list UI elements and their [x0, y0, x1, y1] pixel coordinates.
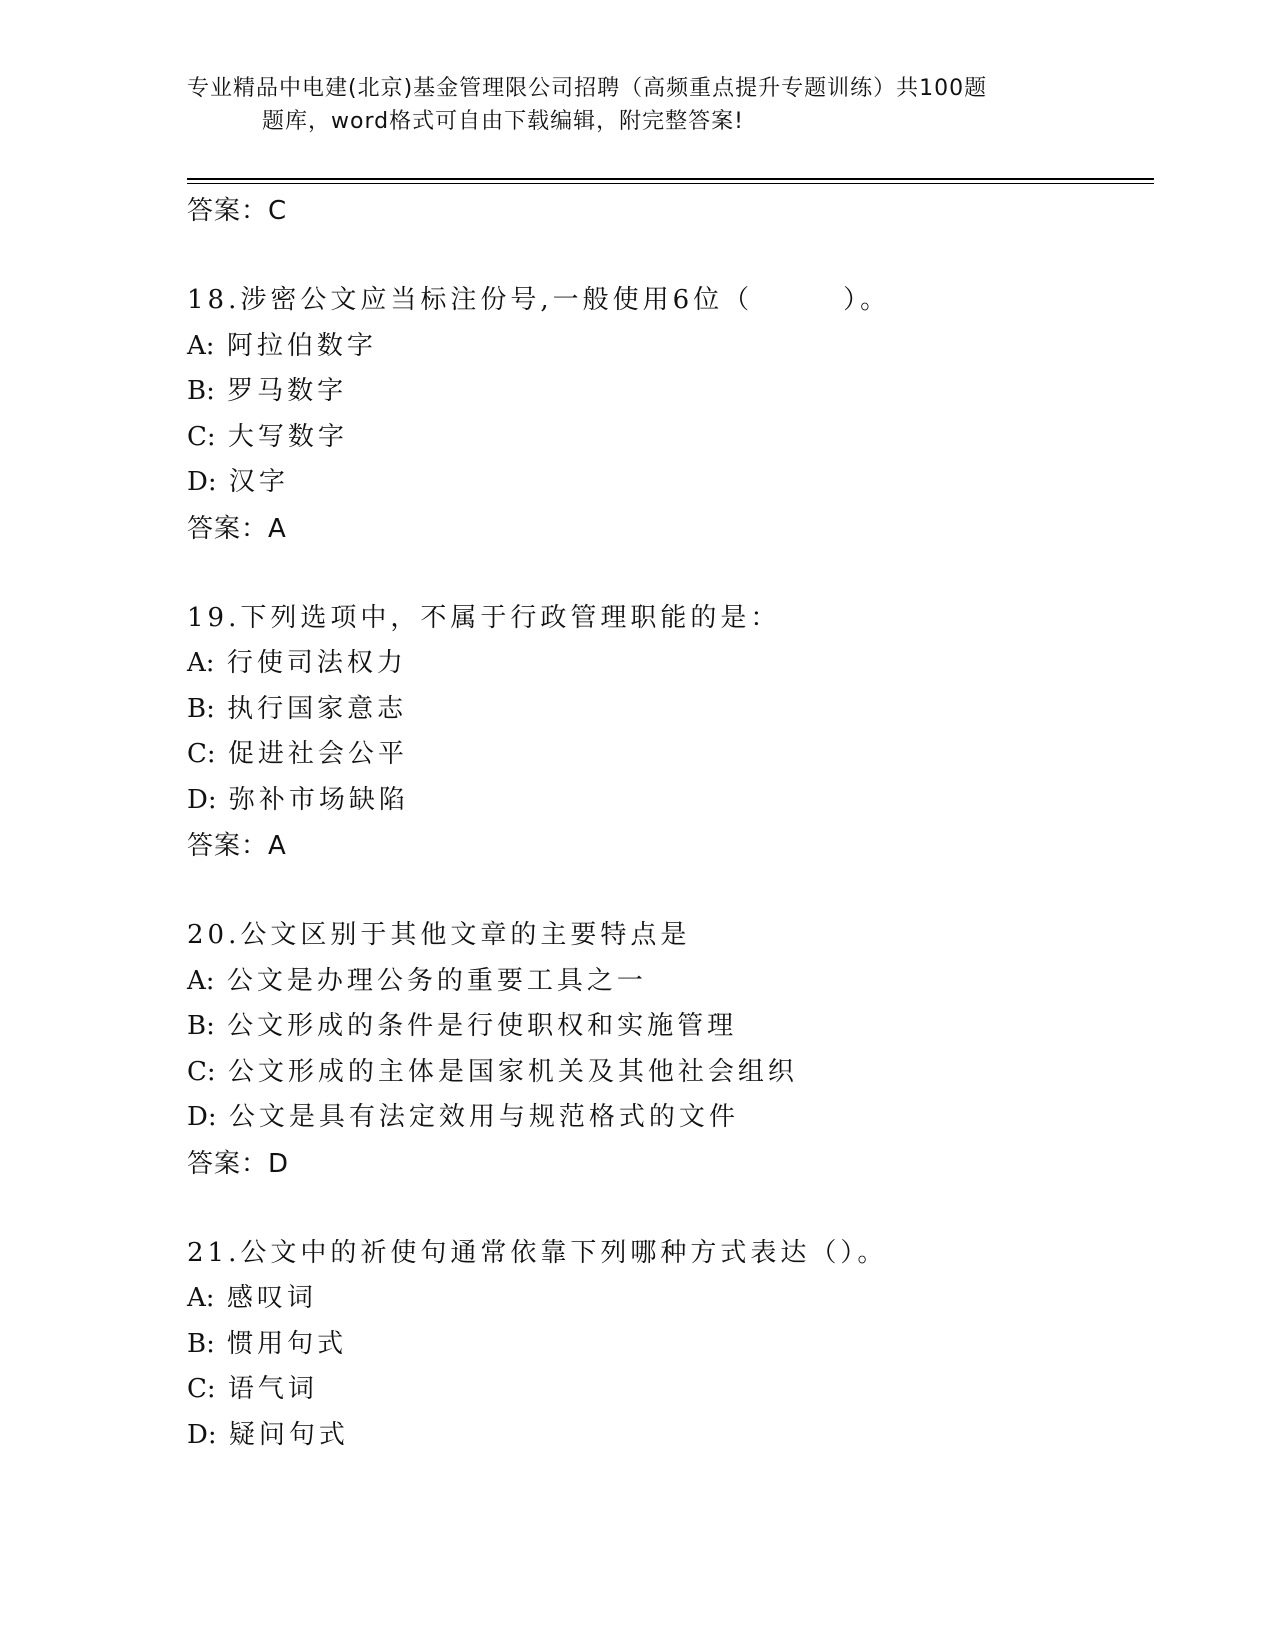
option-item	[187, 460, 1147, 506]
option-key: B:	[187, 1011, 215, 1041]
option-key: B:	[187, 1328, 215, 1359]
option-text: 疑问句式	[228, 1419, 349, 1450]
option-item	[187, 687, 1147, 733]
option-text: 阿拉伯数字	[226, 330, 377, 361]
option-text: 执行国家意志	[227, 693, 408, 724]
option-item	[187, 369, 1147, 415]
option-text: 促进社会公平	[227, 739, 408, 769]
question-text: 19.下列选项中，不属于行政管理职能的是：	[187, 602, 781, 633]
option-key: A:	[187, 330, 215, 361]
option-key: C:	[187, 421, 216, 452]
option-key: C:	[187, 739, 216, 769]
option-item	[187, 1322, 1147, 1368]
option-text: 公文是具有法定效用与规范格式的文件	[228, 1102, 739, 1132]
option-text: 公文形成的主体是国家机关及其他社会组织	[227, 1056, 798, 1087]
question-text: 21.公文中的祈使句通常依靠下列哪种方式表达（）。	[187, 1237, 888, 1268]
option-item	[187, 415, 1147, 461]
option-text: 感叹词	[226, 1283, 317, 1313]
option-key: A:	[187, 648, 215, 678]
answer-line: 答案：A	[187, 831, 287, 861]
answer-line: 答案：A	[187, 513, 287, 544]
header-divider-thin	[187, 183, 1154, 184]
option-text: 罗马数字	[227, 376, 348, 406]
answer-line: 答案：D	[187, 1148, 290, 1179]
option-key: B:	[187, 376, 215, 406]
option-key: D:	[187, 1102, 217, 1132]
question-list	[187, 188, 1147, 1458]
option-item	[187, 1367, 1147, 1413]
option-key: C:	[187, 1056, 216, 1087]
option-text: 汉字	[228, 467, 289, 497]
option-text: 行使司法权力	[226, 648, 407, 678]
question-item	[187, 913, 1147, 1187]
question-item	[187, 596, 1147, 870]
option-item	[187, 324, 1147, 370]
option-text: 公文形成的条件是行使职权和实施管理	[227, 1011, 738, 1041]
document-header	[187, 72, 1067, 138]
question-item	[187, 278, 1147, 552]
question-item	[187, 1231, 1147, 1459]
option-item	[187, 1276, 1147, 1322]
question-text: 20.公文区别于其他文章的主要特点是	[187, 920, 691, 950]
option-item	[187, 778, 1147, 824]
option-key: B:	[187, 693, 215, 724]
option-text: 语气词	[227, 1374, 318, 1404]
header-title-line2: 题库，word格式可自由下载编辑，附完整答案!	[262, 109, 744, 134]
option-item	[187, 959, 1147, 1005]
option-text: 弥补市场缺陷	[228, 784, 409, 815]
header-divider-thick	[187, 178, 1154, 180]
answer-line: 答案：C	[187, 196, 288, 226]
option-key: C:	[187, 1374, 216, 1404]
option-text: 公文是办理公务的重要工具之一	[226, 965, 647, 996]
header-title-line1: 专业精品中电建(北京)基金管理限公司招聘（高频重点提升专题训练）共100题	[187, 76, 988, 101]
option-key: A:	[187, 1283, 215, 1313]
option-key: D:	[187, 1419, 217, 1450]
option-item	[187, 1050, 1147, 1096]
option-item	[187, 1095, 1147, 1141]
option-text: 大写数字	[227, 421, 348, 452]
option-key: D:	[187, 784, 217, 815]
option-item	[187, 1004, 1147, 1050]
option-item	[187, 732, 1147, 778]
question-text: 18.涉密公文应当标注份号,一般使用6位（ ）。	[187, 285, 891, 315]
option-key: D:	[187, 467, 217, 497]
option-text: 惯用句式	[227, 1328, 348, 1359]
option-key: A:	[187, 965, 215, 996]
option-item	[187, 1413, 1147, 1459]
option-item	[187, 641, 1147, 687]
